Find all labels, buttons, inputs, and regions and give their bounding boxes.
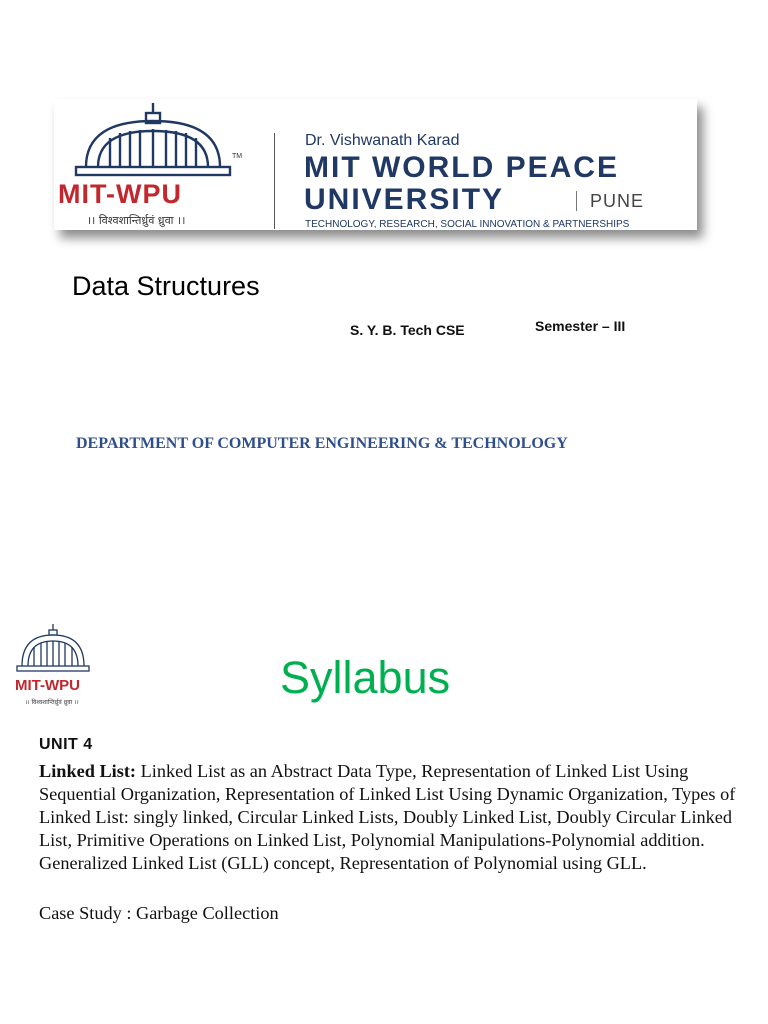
course-title: Data Structures (72, 271, 260, 301)
syllabus-content (39, 760, 739, 875)
university-tagline: TECHNOLOGY, RESEARCH, SOCIAL INNOVATION & PARTNERSHIPS (305, 219, 630, 230)
university-name-line1: MIT WORLD PEACE (304, 151, 619, 184)
dome-logo-icon (58, 101, 248, 183)
founder-name: Dr. Vishwanath Karad (305, 132, 460, 149)
trademark-mark: TM (232, 153, 243, 160)
topic-description: Linked List as an Abstract Data Type, Representation of Linked List Using Sequential Organization, Representation of Linked List Using Dynamic Organization, Types of Linked List: singly linked, Circular Linked Lists, Doubly Linked List, Doubly Circular Linked List, Primitive Operations on Linked List, Polynomial Manipulations-Polynomial addition. Generalized Linked List (GLL) concept, Representation of Polynomial using GLL. (39, 761, 736, 873)
case-study: Case Study : Garbage Collection (39, 903, 279, 923)
unit-label: UNIT 4 (39, 736, 93, 753)
university-banner (54, 99, 697, 230)
banner-divider (274, 133, 275, 229)
logo-motto: ।। विश्वशान्तिर्ध्रुवं ध्रुवा ।। (87, 214, 186, 227)
logo-text: MIT-WPU (58, 179, 182, 209)
department-name: DEPARTMENT OF COMPUTER ENGINEERING & TECHNOLOGY (76, 435, 568, 452)
syllabus-title: Syllabus (280, 652, 451, 703)
small-dome-icon (12, 622, 94, 674)
class-info: S. Y. B. Tech CSE (350, 322, 465, 338)
city-name: PUNE (590, 191, 645, 211)
semester-info: Semester – III (535, 318, 626, 334)
university-name-line2: UNIVERSITY (304, 183, 505, 216)
small-logo-motto: ।। विश्वशान्तिर्ध्रुवं ध्रुवा ।। (25, 699, 79, 706)
city-divider (576, 191, 577, 211)
topic-label: Linked List: (39, 761, 137, 781)
small-logo-text: MIT-WPU (15, 677, 80, 694)
small-university-logo (12, 622, 94, 712)
